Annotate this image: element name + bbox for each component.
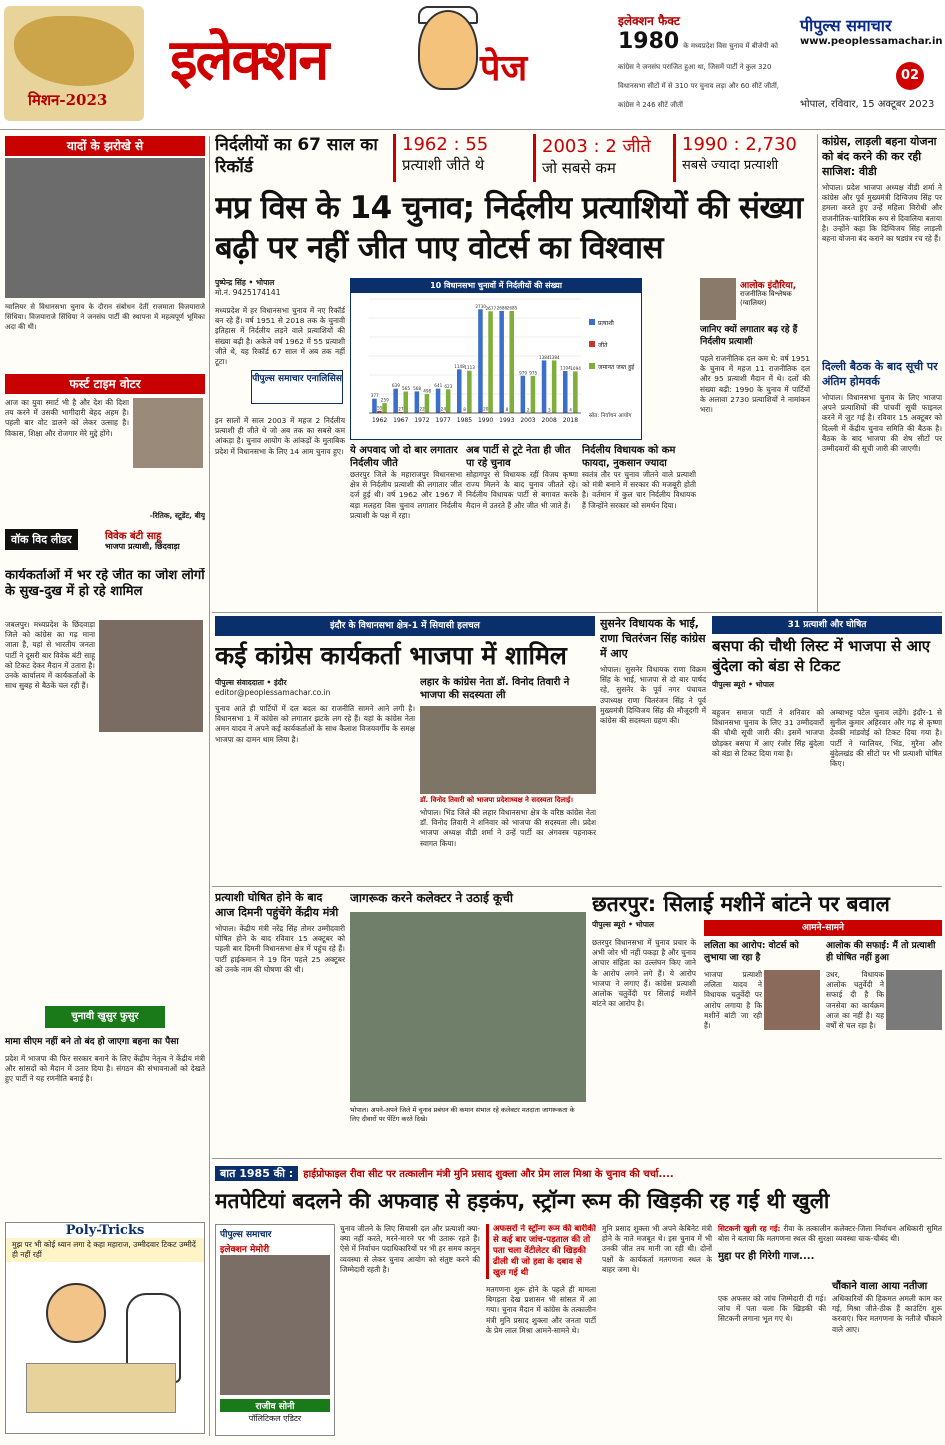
cartoon-face-icon [46, 1283, 106, 1343]
walk-title: वॉक विद लीडर [5, 529, 78, 550]
collector-photo [350, 912, 586, 1102]
chart-bar [521, 376, 526, 413]
bottom-deck [215, 1162, 942, 1182]
first-voter-text: आज का युवा स्मार्ट भी है और देश की दिशा तय करने में उसकी भागीदारी बेहद अहम है। पहली बार वोट डालने को लेकर उत्साह है। विकास, शिक्षा और रोजगार मेरे मुद्दे होंगे। [5, 398, 129, 438]
chart-tick-label: 1967 [393, 417, 409, 424]
right-headline-1: कांग्रेस, लाड़ली बहना योजना को बंद करने की कर रही साजिश: वीडी [822, 135, 937, 178]
first-voter-photo [133, 398, 203, 468]
chart-data-label: 1104 [560, 365, 571, 371]
bottom-pull-column [486, 1224, 596, 1436]
chart-data-label: 639 [391, 383, 400, 389]
chart-bar [403, 392, 408, 413]
chart-data-label: 55 [377, 405, 383, 411]
bottom-text-2: मतगणना शुरू होने के पहले ही मामला बिगड़ता देख प्रशासन भी सांसत में आ गया। चुनाव मैदान में कांग्रेस के तत्कालीन मंत्री मुनि प्रसाद शुक्ला और जनता पार्टी के प्रेम लाल मिश्रा आमने-सामने थे। [486, 1285, 596, 1335]
bottom-sub-3: चौंकाने वाला आया नतीजा [832, 1281, 928, 1292]
walk-with-leader [5, 528, 205, 568]
chart-legend-label: जमानत जब्त हुई [598, 364, 635, 371]
poly-tricks-title: Poly-Tricks [65, 1223, 145, 1238]
chart-bar [531, 376, 536, 413]
chart-tick-label: 1990 [477, 417, 494, 424]
expert-role: राजनीतिक विश्लेषक (ग्वालियर) [740, 290, 792, 307]
chart-bar [425, 394, 430, 413]
poly-tricks-text: मुझ पर भी कोई ध्यान लगा दे कहा महाराज, उम्मीदवार टिकट उम्मीदें ही नहीं रहीं [6, 1238, 204, 1262]
indore-email[interactable]: editor@peoplessamachar.co.in [215, 688, 331, 697]
chart-tick-label: 1977 [435, 417, 451, 424]
chart-data-label: 24 [440, 406, 447, 412]
masthead-url[interactable]: www.peoplessamachar.in [800, 36, 943, 47]
right-headline-2: दिल्ली बैठक के बाद सूची पर अंतिम होमवर्क [822, 360, 938, 388]
chart-bar [509, 311, 514, 413]
chart-data-label: 2 [526, 407, 530, 413]
sub-story-3-text: स्वतंत्र तौर पर चुनाव जीतने वाले प्रत्याशी को मंत्री बनाने में सरकार की मजबूरी होती है। वर्तमान में कुल चार निर्दलीय विधायक हैं जिन्होंने सरकार को समर्थन दिया। [582, 470, 696, 510]
fact-year: 1980 [618, 29, 680, 54]
expert-column [700, 278, 810, 608]
bottom-side-column [718, 1224, 942, 1436]
poly-tricks-cartoon [5, 1222, 205, 1434]
author-role: पॉलिटिकल एडिटर [248, 1414, 302, 1423]
bottom-sub-3-text: अधिकारियों की हिकमत अमली काम कर गई, मिश्रा जीते-ठीक हैं काउंटिंग शुरू करवाएं। फिर मतगणना के नतीजे चौंकाने वाले आए। [832, 1294, 942, 1334]
walk-leader-role: भाजपा प्रत्याशी, छिंदवाड़ा [105, 542, 180, 551]
first-voter-title: फर्स्ट टाइम वोटर [5, 374, 205, 394]
indore-text: चुनाव आते ही पार्टियों में दल बदल का राजनीति सामने आने लगी है। विधानसभा 1 में कांग्रेस को लगातार झटके लग रहे हैं। यहां के कांग्रेस नेता अमन यादव ने अपने कई कार्यकर्ताओं के साथ कैलाश विजयवर्गीय के समक्ष भाजपा का दामन थाम लिया है। [215, 704, 415, 744]
section-divider [212, 612, 942, 613]
bsp-text: बहुजन समाज पार्टी ने शनिवार को विधानसभा चुनाव के लिए 31 उम्मीदवारों की चौथी सूची जारी की। इसमें भाजपा छोड़कर बसपा में आए रंजोर सिंह बुंदेला को बंडा से टिकट दिया गया है। [712, 708, 824, 758]
susner-headline: सुसनेर विधायक के भाई, राणा चितरंजन सिंह कांग्रेस में आए [600, 617, 706, 660]
walk-leader-photo [99, 620, 203, 732]
indore-byline: पीपुल्स संवाददाता • इंदौर [215, 678, 287, 687]
chart-tick-label: 1985 [456, 417, 473, 424]
mission-label: मिशन-2023 [28, 91, 108, 109]
chart-legend-label: प्रत्याशी [598, 320, 614, 327]
left-column [5, 136, 205, 1436]
bottom-deck-text: हाईप्रोफाइल रीवा सीट पर तत्कालीन मंत्री मुनि प्रसाद शुक्ला और प्रेम लाल मिश्रा के चुनाव की चर्चा.... [303, 1169, 674, 1180]
bottom-sub-2: मुद्दा पर ही गिरेगी गाज.... [718, 1251, 815, 1263]
bottom-headline: मतपेटियां बदलने की अफवाह से हड़कंप, स्ट्रॉन्ग रूम की खिड़की रह गई थी खुली [215, 1189, 830, 1213]
chart-data-label: 20 [483, 406, 489, 412]
author-name: राजीव सोनी [220, 1399, 330, 1412]
chart-data-label: 8 [463, 407, 466, 413]
brand-title-right: पेज [480, 47, 528, 89]
chart-bar [563, 371, 568, 413]
chart-data-label: 1113 [464, 365, 475, 371]
collector-story [350, 890, 586, 1156]
dateline: भोपाल, रविवार, 15 अक्टूबर 2023 [800, 99, 935, 110]
chart-bar [436, 389, 441, 413]
collector-headline: जागरूक करने कलेक्टर ने उठाई कूची [350, 891, 513, 905]
alok-photo [886, 970, 942, 1030]
khusur-headline: मामा सीएम नहीं बने तो बंद हो जाएगा बहना का पैसा [5, 1037, 179, 1047]
memory-caption: ग्वालियर से विधानसभा चुनाव के दौरान संबोधन देतीं राजमाता विजयाराजे सिंधिया। विजयाराजे सिंधिया ने जनसंघ पार्टी की स्थापना में महत्वपूर्ण भूमिका अदा की थी। [5, 303, 205, 332]
collector-caption: भोपाल। अपने-अपने जिले में चुनाव प्रबंधन की कमान संभाल रहे कलेक्टर मतदाता जागरूकता के लिए दीवारों पर पेंटिंग करते दिखे। [350, 1106, 575, 1123]
lahar-story [420, 676, 596, 882]
expert-name: आलोक इंदौरिया, [740, 281, 797, 291]
memory-label: इलेक्शन मेमोरी [220, 1245, 270, 1255]
stat-2003 [533, 134, 663, 182]
alok-text: उधर, विधायक आलोक चतुर्वेदी ने सफाई दी है कि जनसेवा का कार्यक्रम आज का नहीं है। यह वर्षों से चल रहा है। [826, 970, 884, 1031]
cartoon-board-icon [26, 1363, 176, 1413]
masthead-name: पीपुल्स समाचार [800, 16, 892, 35]
chart-tick-label: 2018 [562, 417, 579, 424]
lahar-photo [420, 706, 596, 794]
chart-data-label: 8 [505, 407, 509, 413]
lahar-text: भोपाल। भिंड जिले की लहार विधानसभा क्षेत्र के वरिष्ठ कांग्रेस नेता डॉ. विनोद तिवारी ने शनिवार को भाजपा की सदस्यता ली। प्रदेश भाजपा अध्यक्ष वीडी शर्मा ने उन्हें पार्टी का अंगवस्त्र पहनाकर स्वागत किया। [420, 808, 596, 848]
lead-headline: मप्र विस के 14 चुनाव; निर्दलीय प्रत्याशियों की संख्या बढ़ी पर नहीं जीत पाए वोटर्स का विश्वास [215, 190, 803, 266]
susner-text: भोपाल। सुसनेर विधायक राणा विक्रम सिंह के भाई, भाजपा से दो बार पार्षद रहे, सुसनेर के पूर्व नगर पंचायत उपाध्यक्ष राणा चितरंजन सिंह ने पूर्व मुख्यमंत्री दिग्विजय सिंह की मौजूदगी में कांग्रेस की सदस्यता ग्रहण की। [600, 665, 706, 726]
bsp-list: अम्बाभट्ट पटेल चुनाव लड़ेंगे। इंदौर-1 से सुनील कुमार अहिरवार और गढ़ से कृष्णा देवकी मांडवोई को टिकट दिया गया है। पार्टी ने ग्वालियर, भिंड, मुरैना और बुंदेलखंड की सीटों पर भी प्रत्याशी घोषित किए। [830, 708, 942, 769]
stat-1990 [673, 134, 815, 182]
walk-leader-name: विवेक बंटी साहू [105, 531, 162, 542]
chart-data-label: 2686 [496, 305, 508, 311]
chart-bar [393, 389, 398, 413]
chart-data-label: 641 [434, 383, 443, 389]
independents-chart [350, 278, 642, 440]
expert-text: पहले राजनीतिक दल कम थे: वर्ष 1951 के चुनाव में महज 11 राजनीतिक दल और 95 प्रत्याशी मैदान में थे। दलों की संख्या बढ़ी: 1990 के चुनाव में पार्टियों के अलावा 2730 प्रत्याशियों ने नामांकन भरा। [700, 354, 810, 415]
minister-text: भोपाल। केंद्रीय मंत्री नरेंद्र सिंह तोमर उम्मीदवारी घोषित होने के बाद रविवार 15 अक्टूबर को पहली बार दिमनी विधानसभा क्षेत्र में पहुंच रहे हैं। पार्टी हाईकमान ने 19 दिन पहले 25 अक्टूबर को उनके नाम की घोषणा की थी। [215, 924, 345, 974]
bottom-text-3: मुनि प्रसाद शुक्ला भी अपने केबिनेट मंत्री होने के नाते मजबूत थे। इस चुनाव में भी उनकी जीत तय मानी जा रही थी। दोनों पक्षों के कार्यकर्ता मतगणना स्थल के बाहर जमा थे। [602, 1224, 712, 1274]
khusur-text: प्रदेश में भाजपा की फिर सरकार बनाने के लिए केंद्रीय नेतृत्व ने केंद्रीय मंत्री और सांसदों को मैदान में उतार दिया है। संगठन की संभावनाओं को देखते हुए पार्टी ने यह रणनीति बनाई है। [5, 1054, 205, 1084]
fact-label: इलेक्शन फैक्ट [618, 14, 680, 28]
sub-story-2-text: सोहागपुर से विधायक रहीं विजय कृष्णा राज्य मिलने के बाद चुनाव जीतते रहे। निर्दलीय विधायक पार्टी से बगावत करके मैदान में उतरते हैं और जीत भी जाते हैं। [466, 470, 578, 510]
bottom-text-1: चुनाव जीतने के लिए सियासी दल और प्रत्याशी क्या-क्या नहीं करते, मरने-मारने पर भी उतारू रहते हैं। ऐसे में निर्वाचन पदाधिकारियों पर भी हर समय कानून व्यवस्था से लेकर चुनाव आयोग को संतुष्ट करने की जिम्मेदारी रहती है। [340, 1224, 480, 1274]
indore-headline: कई कांग्रेस कार्यकर्ता भाजपा में शामिल [215, 641, 567, 670]
chart-data-label: 3 [548, 407, 551, 413]
right-text-2: भोपाल। विधानसभा चुनाव के लिए भाजपा अपने प्रत्याशियों की पांचवीं सूची फाइनल करने में जुट गई है। रविवार 15 अक्टूबर को दिल्ली में केंद्रीय चुनाव समिति की बैठक है। बैठक के बाद भाजपा की शेष सीटों पर उम्मीदवारों की सूची जारी की जाएगी। [822, 393, 942, 454]
chart-data-label: 565 [401, 386, 410, 392]
lead-text-column [215, 278, 345, 608]
walk-text: जबलपुर। मध्यप्रदेश के छिंदवाड़ा जिले को कांग्रेस का गढ़ माना जाता है, यहां से भारतीय जनता पार्टी ने दूसरी बार विवेक बंटी साहू को टिकट देकर मैदान में उतारा है। उनके कार्यालय में कार्यकर्ताओं के साथ सुबह से बैठकें चल रही हैं। [5, 620, 95, 691]
bsp-byline: पीपुल्स ब्यूरो • भोपाल [712, 680, 775, 689]
chart-bar [573, 371, 578, 413]
stat-1990-label: सबसे ज्यादा प्रत्याशी [682, 158, 779, 173]
bottom-sub-2-text: एक अफसर को जांच जिम्मेदारी दी गई। जांच में पता चला कि खिड़की की सिटकनी लगाना भूल गए थे। [718, 1294, 826, 1324]
lalita-photo [764, 970, 820, 1030]
column-divider [817, 134, 818, 612]
memory-photo [5, 158, 205, 298]
chart-bar [382, 403, 387, 413]
stat-1962-label: प्रत्याशी जीते थे [402, 156, 485, 174]
alok-headline: आलोक की सफाई: मैं तो प्रत्याशी ही घोषित नहीं हुआ [826, 941, 936, 963]
chart-tick-label: 2008 [541, 417, 557, 424]
chart-tick-label: 1972 [414, 417, 430, 424]
sub-story-2 [466, 444, 578, 608]
chart-data-label: 1384 [549, 354, 560, 360]
minister-headline: प्रत्याशी घोषित होने के बाद आज दिमनी पहुंचेंगे केंद्रीय मंत्री [215, 891, 339, 919]
section-divider [212, 1158, 942, 1159]
bottom-kicker: बात 1985 की : [215, 1166, 298, 1181]
khusur-title: चुनावी खुसुर फुसुर [45, 1006, 165, 1028]
expert-photo [700, 278, 736, 320]
column-divider [209, 136, 210, 1436]
bsp-kicker: 31 प्रत्याशी और घोषित [712, 616, 942, 634]
first-voter-name: -रितिक, स्टूडेंट, बीयू [149, 511, 205, 520]
chart-bar [415, 391, 420, 413]
expert-headline: जानिए क्यों लगातार बढ़ रहे हैं निर्दलीय प्रत्याशी [700, 325, 798, 347]
chart-tick-label: 1962 [371, 417, 388, 424]
memory-brand: पीपुल्स समाचार [220, 1230, 272, 1240]
lahar-caption: डॉ. विनोद तिवारी को भाजपा प्रदेशाध्यक्ष ने सदस्यता दिलाई। [420, 796, 574, 804]
chart-data-label: 979 [519, 370, 528, 376]
lalita-box [704, 940, 820, 1156]
chart-data-label: 498 [423, 388, 432, 394]
analysis-badge [251, 370, 343, 404]
walk-headline: कार्यकर्ताओं में भर रहे जीत का जोश लोगों के सुख-दुख में हो रहे शामिल [5, 568, 205, 599]
page-number: 02 [896, 62, 924, 90]
chart-data-label: 2730 [475, 303, 487, 309]
bsp-headline: बसपा की चौथी लिस्ट में भाजपा से आए बुंदेला को बंडा से टिकट [712, 637, 931, 675]
chart-data-label: 259 [380, 397, 389, 403]
chart-data-label: 623 [444, 383, 453, 389]
chart-bar [372, 399, 377, 413]
chart-bar [446, 389, 451, 413]
chart-bar [467, 371, 472, 413]
stat-2003-value: 2003 : 2 जीते [542, 136, 651, 157]
chhatarpur-story [592, 890, 942, 1156]
chart-data-label: 27 [398, 406, 404, 412]
face-off-title: आमने-सामने [704, 920, 942, 936]
lahar-headline: लहार के कांग्रेस नेता डॉ. विनोद तिवारी ने भाजपा की सदस्यता ली [420, 677, 570, 701]
lalita-headline: ललिता का आरोप: वोटर्स को लुभाया जा रहा है [704, 941, 799, 963]
page-header [0, 0, 945, 130]
chart-legend-swatch [589, 363, 595, 369]
chart-tick-label: 1993 [499, 417, 515, 424]
chart-bar [552, 360, 557, 413]
lead-byline: पुष्पेन्द्र सिंह • भोपाल [215, 278, 275, 287]
sub-story-1-text: छतरपुर जिले के महाराजपुर विधानसभा क्षेत्र से निर्दलीय प्रत्याशी की लगातार जीत दर्ज हुई थी। वर्ष 1962 और 1967 में बड़ा मलहरा विस चुनाव लगातार निर्दलीय प्रत्याशी के पक्ष में रहा। [350, 470, 462, 520]
memory-title: यादों के झरोखे से [5, 136, 205, 156]
chhatarpur-byline: पीपुल्स ब्यूरो • भोपाल [592, 920, 655, 929]
first-voter-bar [5, 374, 205, 394]
stat-1990-value: 1990 : 2,730 [682, 134, 797, 155]
chart-data-label: 1148 [454, 363, 465, 369]
chart-tick-label: 2003 [520, 417, 536, 424]
stat-record: निर्दलीयों का 67 साल का रिकॉर्ड [215, 135, 378, 177]
chart-data-label: 1094 [570, 365, 581, 371]
cartoon-mascot-icon [418, 10, 478, 90]
chart-bar [478, 309, 483, 413]
lead-text-1: मध्यप्रदेश में हर विधानसभा चुनाव में नए रिकॉर्ड बन रहे हैं। वर्ष 1951 से 2018 तक के चुनावी इतिहास में निर्दलीय लड़ने वाले प्रत्याशियों की संख्या बढ़ी है। अकेले वर्ष 1962 में 55 प्रत्याशी जीते थे, यह रिकॉर्ड 67 साल में अब तक नहीं टूटा। [215, 306, 345, 367]
chart-legend-label: जीते [598, 342, 608, 349]
sub-story-1-head: ये अपवाद जो दो बार लगातार निर्दलीय जीते [350, 445, 458, 469]
chart-title: 10 विधानसभा चुनावों में निर्दलीयों की संख्या [351, 279, 641, 293]
lalita-text: भाजपा प्रत्याशी ललिता यादव ने विधायक चतुर्वेदी पर आरोप लगाया है कि मशीनें बांटी जा रही हैं। [704, 970, 762, 1031]
stats-bar [215, 134, 815, 184]
chart-data-label: 975 [529, 370, 538, 376]
chart-data-label: 377 [370, 393, 379, 399]
chart-data-label: 2677 [485, 305, 497, 311]
alok-box [826, 940, 942, 1156]
chart-data-label: 1384 [538, 354, 550, 360]
chart-bar [542, 360, 547, 413]
indore-kicker: इंदौर के विधानसभा क्षेत्र-1 में सियासी हलचल [215, 616, 595, 636]
fact-text: के मध्यप्रदेश विस चुनाव में बीजेपी को कांग्रेस ने जनसंघ पराजित हुआ था, जिसमें पार्टी ने कुल 320 विधानसभा सीटों में से 310 पर चुनाव लड़ा और 60 सीटें जीतीं, कांग्रेस ने 246 सीटें जीतीं [618, 42, 780, 109]
sub-story-3-head: निर्दलीय विधायक को कम फायदा, नुकसान ज्यादा [582, 445, 676, 469]
election-fact [618, 12, 788, 109]
stat-2003-label: जो सबसे कम [542, 159, 616, 177]
chart-legend-swatch [589, 341, 595, 347]
stat-1962 [393, 134, 523, 182]
chart-bar [457, 369, 462, 413]
mp-map-icon [14, 16, 134, 86]
chart-source: स्रोत: निर्वाचन आयोग [589, 413, 632, 419]
minister-story [215, 890, 345, 1156]
chhatarpur-headline: छतरपुर: सिलाई मशीनें बांटने पर बवाल [592, 892, 890, 916]
chart-plot [351, 293, 641, 439]
memory-badge [215, 1224, 335, 1436]
chart-data-label: 2685 [506, 305, 518, 311]
bsp-story [712, 616, 942, 882]
lead-phone: मो.नं. 9425174141 [215, 288, 281, 297]
section-divider [212, 886, 942, 887]
sub-story-2-head: अब पार्टी से टूटे नेता ही जीत पा रहे चुनाव [466, 445, 571, 469]
right-column [822, 134, 942, 612]
sub-story-1 [350, 444, 462, 608]
chart-bar [488, 311, 493, 413]
lead-text-2: इन सालों में साल 2003 में महज 2 निर्दलीय प्रत्याशी ही जीते थे जो अब तक का सबसे कम आंकड़ा है। चुनाव आयोग के आंकड़ों के मुताबिक प्रदेश में विधानसभा के लिए 14 आम चुनाव हुए। [215, 416, 345, 456]
susner-story [600, 616, 706, 882]
bottom-pull-quote: अफसरों ने स्ट्रॉन्ग रूम की बारीकी से कई बार जांच-पड़ताल की तो पता चला वेंटीलेटर की खिड़की ढीली थी जो हवा के दबाव से खुल गई थी [486, 1224, 596, 1279]
analysis-label: पीपुल्स समाचार एनालिसिस [252, 374, 342, 384]
chart-data-label: 568 [413, 385, 422, 391]
brand-title-left: इलेक्शन [170, 27, 328, 93]
chhatarpur-text: छतरपुर विधानसभा में चुनाव प्रचार के अभी जोर भी नहीं पकड़ा है और चुनाव आचार संहिता का उल्लंघन किए जाने के आरोप लगने लगे हैं। ये आरोप भाजपा ने लगाए हैं। कांग्रेस प्रत्याशी आलोक चतुर्वेदी पर सिलाई मशीनें बांटने का आरोप है। [592, 938, 696, 1009]
chart-legend-swatch [589, 319, 595, 325]
mission-2023-badge [4, 6, 144, 121]
right-text-1: भोपाल। प्रदेश भाजपा अध्यक्ष वीडी शर्मा ने कांग्रेस और पूर्व मुख्यमंत्री दिग्विजय सिंह पर हमला करते हुए उन्हें महिला विरोधी और राजनीतिक-चारित्रिक रूप से दिवालिया बताया है। उन्होंने कहा कि दिग्विजय सिंह लाड़ली बहना योजना बंद कराने का षड्यंत्र रच रहे हैं। [822, 183, 942, 244]
chart-data-label: 22 [419, 406, 425, 412]
indore-byline-box [215, 678, 415, 700]
chart-bar [499, 311, 504, 413]
bottom-sub-1: सिटकनी खुली रह गई: [718, 1224, 781, 1233]
chart-data-label: 4 [569, 407, 572, 413]
bottom-sub-1-text: रीवा के तत्कालीन कलेक्टर-जिला निर्वाचन अधिकारी सुमित बोस ने बताया कि मतगणना स्थल की सुरक्षा व्यवस्था चाक-चौबंद थी। [718, 1224, 942, 1244]
stat-1962-value: 1962 : 55 [402, 134, 489, 155]
sub-story-3 [582, 444, 696, 608]
author-photo [220, 1255, 330, 1395]
